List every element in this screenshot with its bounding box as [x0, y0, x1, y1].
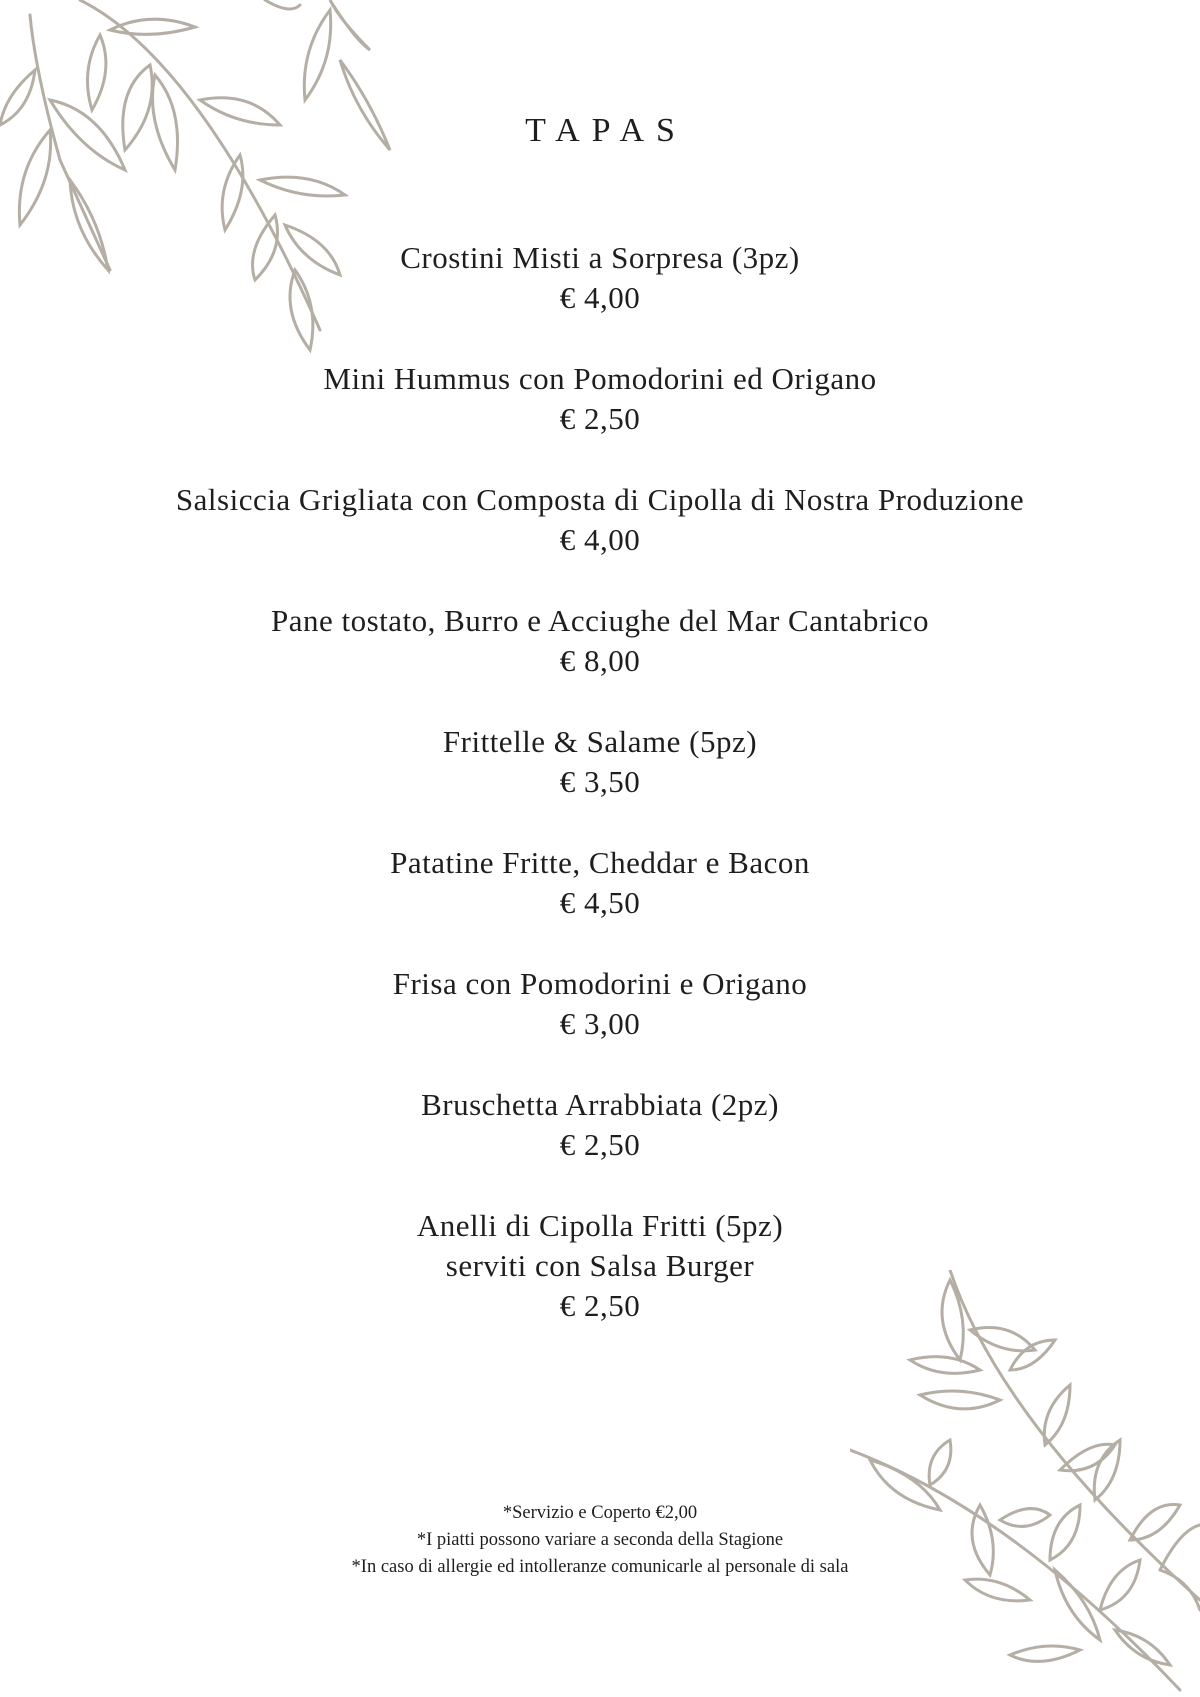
menu-item: [0, 480, 1200, 601]
menu-title: TAPAS: [525, 112, 687, 149]
menu-item: [0, 843, 1200, 964]
item-name: Salsiccia Grigliata con Composta di Cipolla di Nostra Produzione: [175, 482, 1025, 517]
item-price: € 8,00: [559, 643, 641, 678]
item-subtitle: serviti con Salsa Burger: [445, 1248, 755, 1283]
menu-item: [0, 1085, 1200, 1206]
item-name: Pane tostato, Burro e Acciughe del Mar Cantabrico: [270, 603, 930, 638]
item-name: Bruschetta Arrabbiata (2pz): [421, 1087, 779, 1122]
footnote-allergies: *In caso di allergie ed intolleranze comunicarle al personale di sala: [351, 1557, 849, 1577]
menu-item: [0, 238, 1200, 359]
item-name: Crostini Misti a Sorpresa (3pz): [400, 240, 800, 275]
item-price: € 3,00: [559, 1006, 641, 1041]
item-name: Mini Hummus con Pomodorini ed Origano: [323, 361, 877, 396]
item-name: Patatine Fritte, Cheddar e Bacon: [390, 845, 810, 880]
item-price: € 2,50: [559, 1288, 641, 1323]
footnote-season: *I piatti possono variare a seconda della Stagione: [416, 1530, 784, 1550]
item-name: Frisa con Pomodorini e Origano: [392, 966, 808, 1001]
footnote-service: *Servizio e Coperto €2,00: [502, 1503, 698, 1523]
item-name: Anelli di Cipolla Fritti (5pz): [416, 1208, 784, 1243]
menu-item: [0, 964, 1200, 1085]
menu-items: [0, 238, 1200, 1368]
item-price: € 4,00: [559, 280, 641, 315]
menu-item: [0, 1206, 1200, 1368]
footnotes: [0, 1500, 1200, 1581]
item-price: € 3,50: [559, 764, 641, 799]
item-price: € 2,50: [559, 1127, 641, 1162]
item-price: € 2,50: [559, 401, 641, 436]
item-price: € 4,50: [559, 885, 641, 920]
item-price: € 4,00: [559, 522, 641, 557]
item-name: Frittelle & Salame (5pz): [442, 724, 758, 759]
menu-item: [0, 601, 1200, 722]
menu-item: [0, 359, 1200, 480]
menu-item: [0, 722, 1200, 843]
